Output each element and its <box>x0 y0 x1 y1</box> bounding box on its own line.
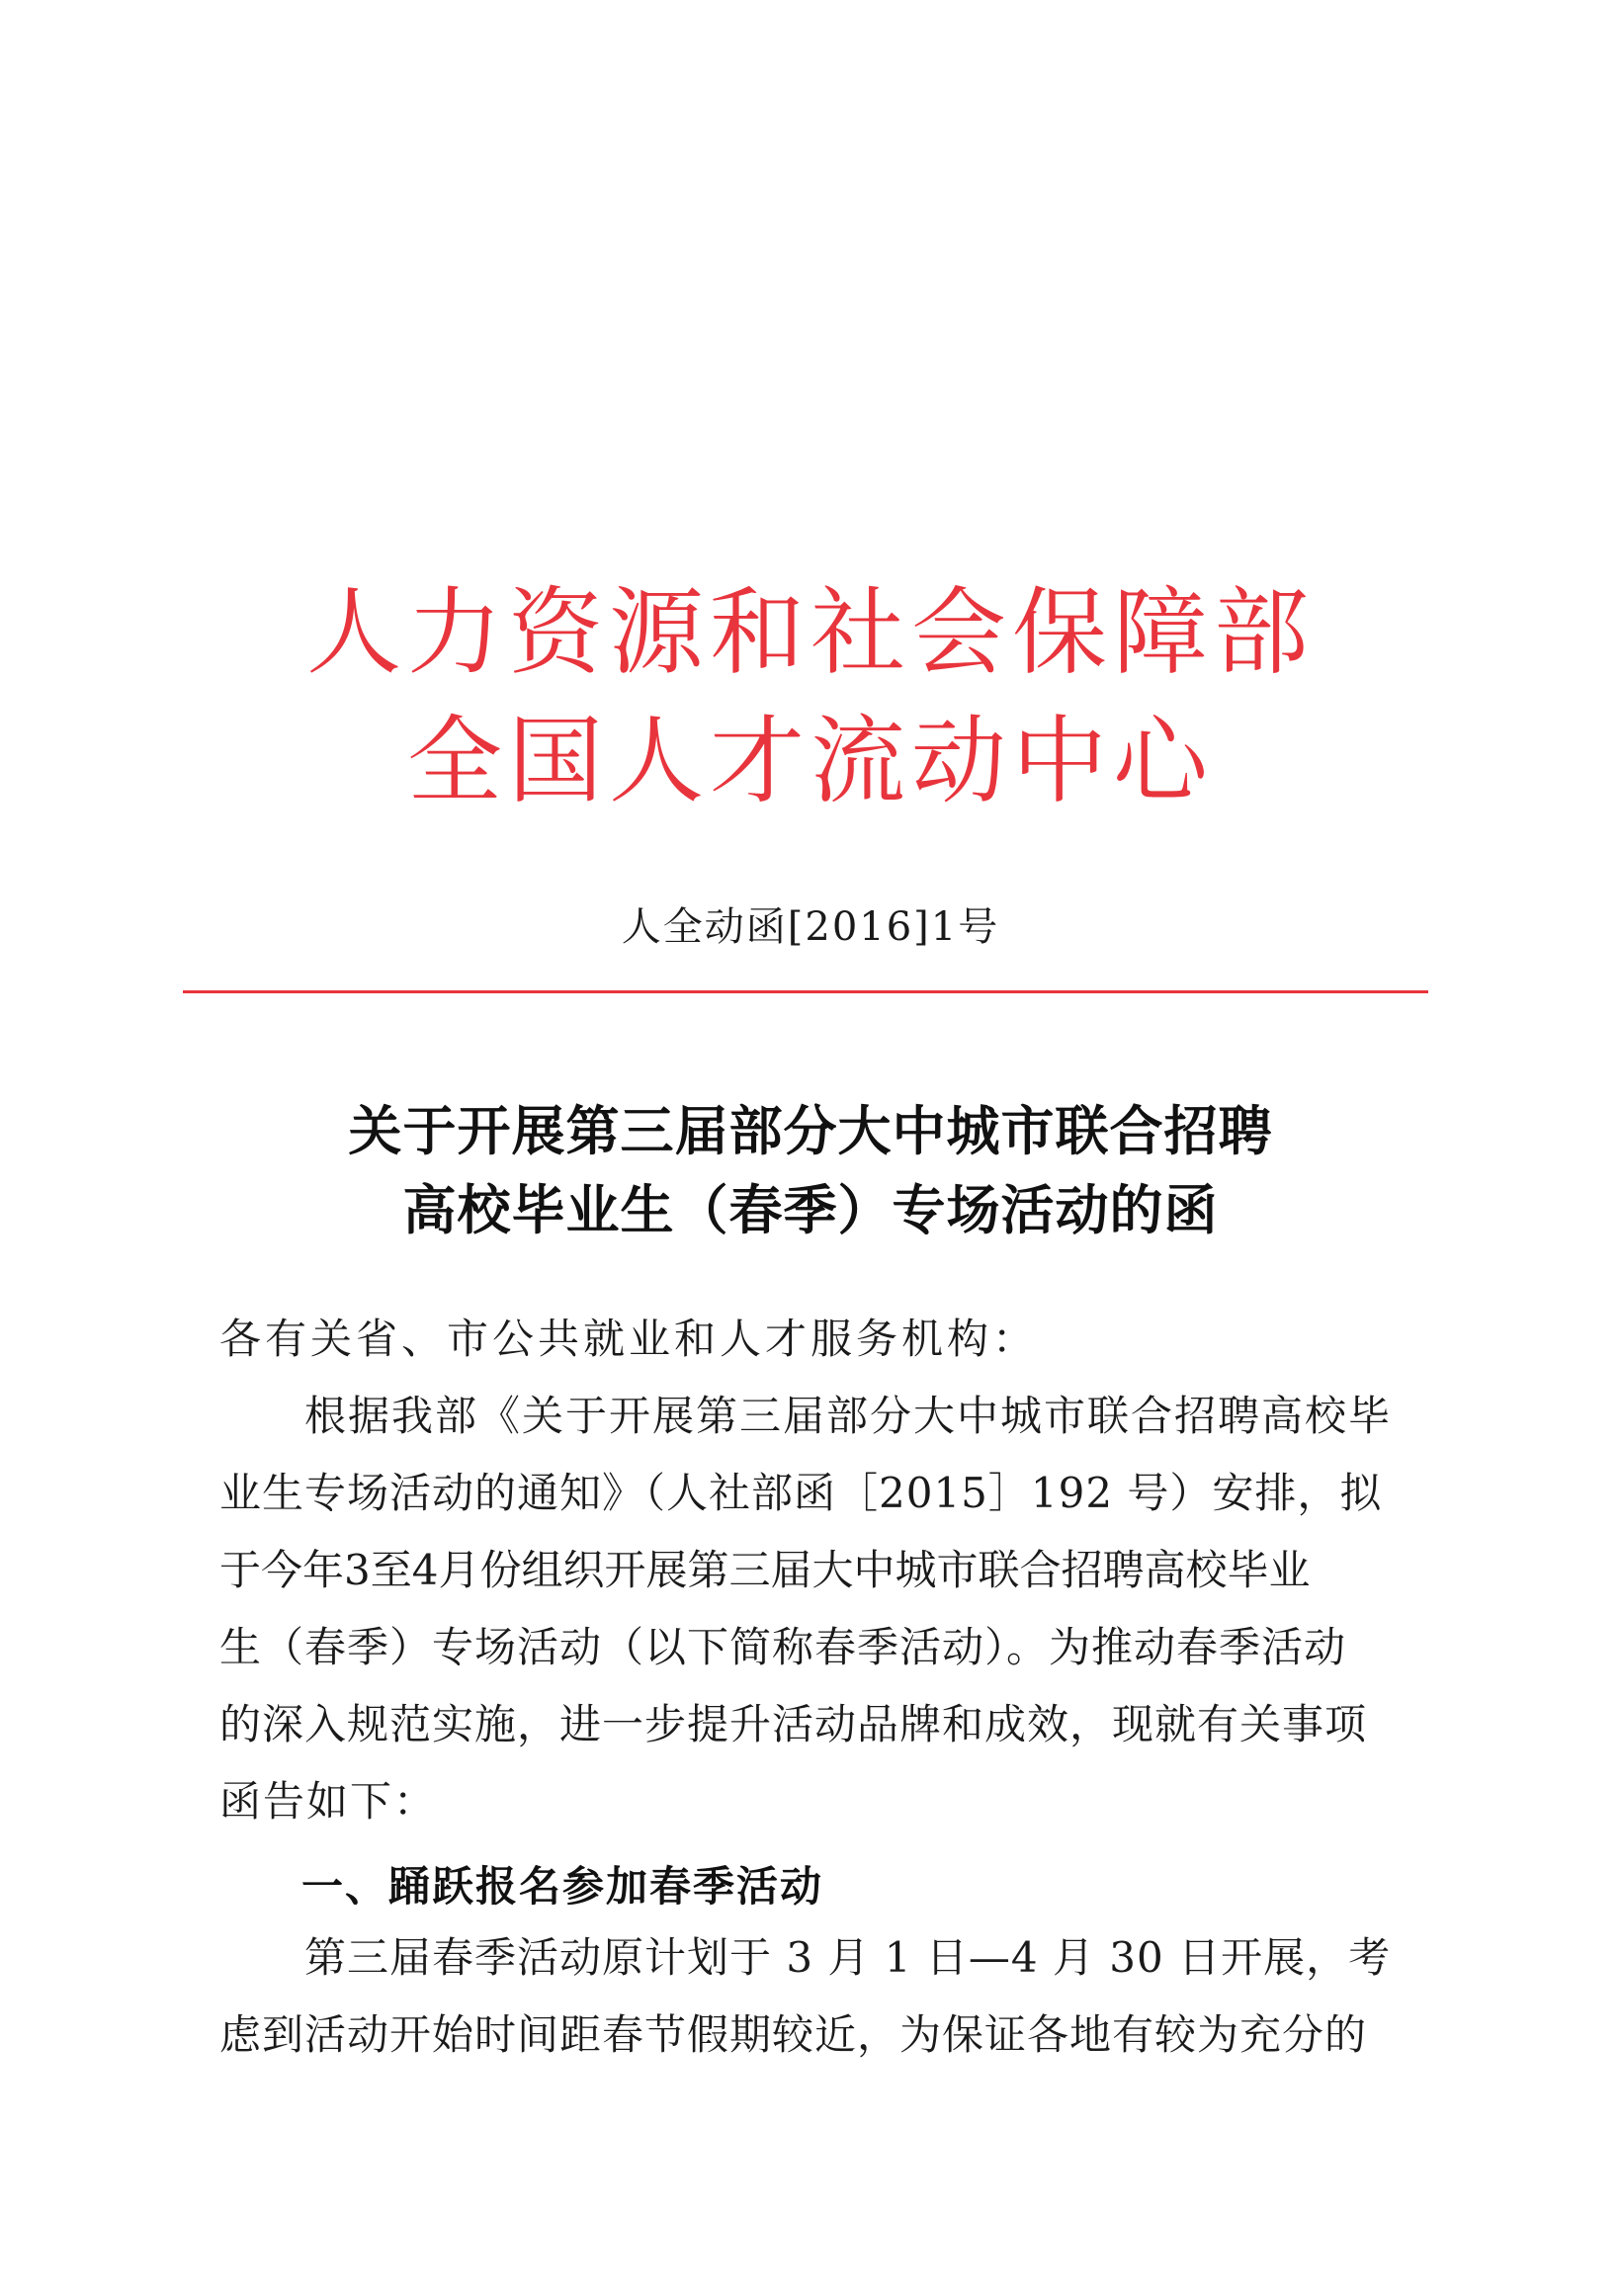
paragraph-2-line: 第三届春季活动原计划于 3 月 1 日—4 月 30 日开展，考 <box>304 1933 1392 1982</box>
paragraph-1-line: 函告如下： <box>219 1777 438 1826</box>
paragraph-2-line: 虑到活动开始时间距春节假期较近，为保证各地有较为充分的 <box>219 2010 1368 2059</box>
agency-name-line-1: 人力资源和社会保障部 <box>306 577 1315 688</box>
document-title-line-2: 高校毕业生（春季）专场活动的函 <box>402 1179 1219 1241</box>
paragraph-1-line: 生（春季）专场活动（以下简称春季活动）。为推动春季活动 <box>219 1623 1347 1671</box>
salutation: 各有关省、市公共就业和人才服务机构： <box>219 1315 1039 1363</box>
document-number: 人全动函[2016]1号 <box>621 904 1000 950</box>
agency-name-line-2: 全国人才流动中心 <box>407 706 1214 816</box>
paragraph-1-line: 根据我部《关于开展第三届部分大中城市联合招聘高校毕 <box>304 1392 1393 1440</box>
paragraph-1-line: 业生专场活动的通知》（人社部函［2015］192 号）安排，拟 <box>219 1469 1383 1517</box>
document-title-line-1: 关于开展第三届部分大中城市联合招聘 <box>348 1100 1273 1162</box>
paragraph-1-line: 的深入规范实施，进一步提升活动品牌和成效，现就有关事项 <box>219 1700 1368 1748</box>
section-1-heading: 一、踊跃报名参加春季活动 <box>301 1862 824 1911</box>
paragraph-1-line: 于今年3至4月份组织开展第三届大中城市联合招聘高校毕业 <box>219 1546 1311 1594</box>
header-divider <box>183 990 1428 993</box>
